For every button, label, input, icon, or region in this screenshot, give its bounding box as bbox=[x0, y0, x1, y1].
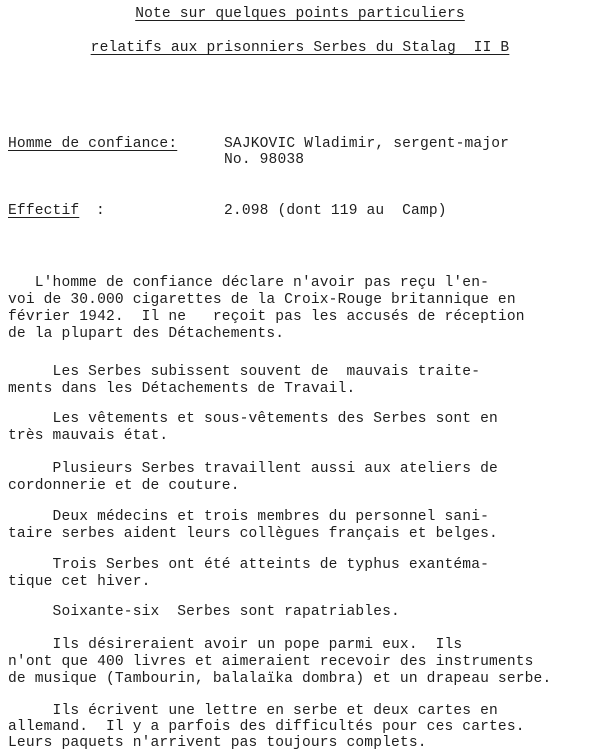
document-title-line-1: Note sur quelques points particuliers bbox=[135, 6, 465, 22]
paragraph-9-line-2: allemand. Il y a parfois des difficultés pour ces cartes. bbox=[8, 719, 525, 735]
effectif-value: 2.098 (dont 119 au Camp) bbox=[224, 203, 447, 219]
paragraph-7-line-1: Soixante-six Serbes sont rapatriables. bbox=[8, 604, 400, 620]
homme-de-confiance-number: No. 98038 bbox=[224, 152, 305, 168]
paragraph-2-line-1: Les Serbes subissent souvent de mauvais traite- bbox=[8, 364, 481, 380]
paragraph-1-line-3: février 1942. Il ne reçoit pas les accusés de réception bbox=[8, 309, 525, 325]
paragraph-9-line-1: Ils écrivent une lettre en serbe et deux cartes en bbox=[8, 703, 498, 719]
document-title-line-2: relatifs aux prisonniers Serbes du Stalag II B bbox=[90, 40, 510, 56]
effectif-colon: : bbox=[96, 203, 105, 219]
effectif-label: Effectif bbox=[8, 203, 80, 219]
paragraph-3-line-2: très mauvais état. bbox=[8, 428, 169, 444]
homme-de-confiance-label: Homme de confiance: bbox=[8, 136, 178, 152]
paragraph-2-line-2: ments dans les Détachements de Travail. bbox=[8, 381, 356, 397]
homme-de-confiance-name: SAJKOVIC Wladimir, sergent-major bbox=[224, 136, 510, 152]
paragraph-9-line-3: Leurs paquets n'arrivent pas toujours complets. bbox=[8, 735, 427, 751]
paragraph-4-line-1: Plusieurs Serbes travaillent aussi aux ateliers de bbox=[8, 461, 498, 477]
paragraph-1-line-1: L'homme de confiance déclare n'avoir pas reçu l'en- bbox=[8, 275, 490, 291]
paragraph-5-line-1: Deux médecins et trois membres du personnel sani- bbox=[8, 509, 490, 525]
paragraph-5-line-2: taire serbes aident leurs collègues français et belges. bbox=[8, 526, 498, 542]
paragraph-6-line-2: tique cet hiver. bbox=[8, 574, 151, 590]
paragraph-1-line-2: voi de 30.000 cigarettes de la Croix-Rouge britannique en bbox=[8, 292, 516, 308]
paragraph-1-line-4: de la plupart des Détachements. bbox=[8, 326, 285, 342]
paragraph-8-line-3: de musique (Tambourin, balalaïka dombra) et un drapeau serbe. bbox=[8, 671, 552, 687]
paragraph-4-line-2: cordonnerie et de couture. bbox=[8, 478, 240, 494]
paragraph-8-line-2: n'ont que 400 livres et aimeraient recevoir des instruments bbox=[8, 654, 534, 670]
paragraph-6-line-1: Trois Serbes ont été atteints de typhus exantéma- bbox=[8, 557, 490, 573]
paragraph-3-line-1: Les vêtements et sous-vêtements des Serbes sont en bbox=[8, 411, 498, 427]
paragraph-8-line-1: Ils désireraient avoir un pope parmi eux. Ils bbox=[8, 637, 463, 653]
